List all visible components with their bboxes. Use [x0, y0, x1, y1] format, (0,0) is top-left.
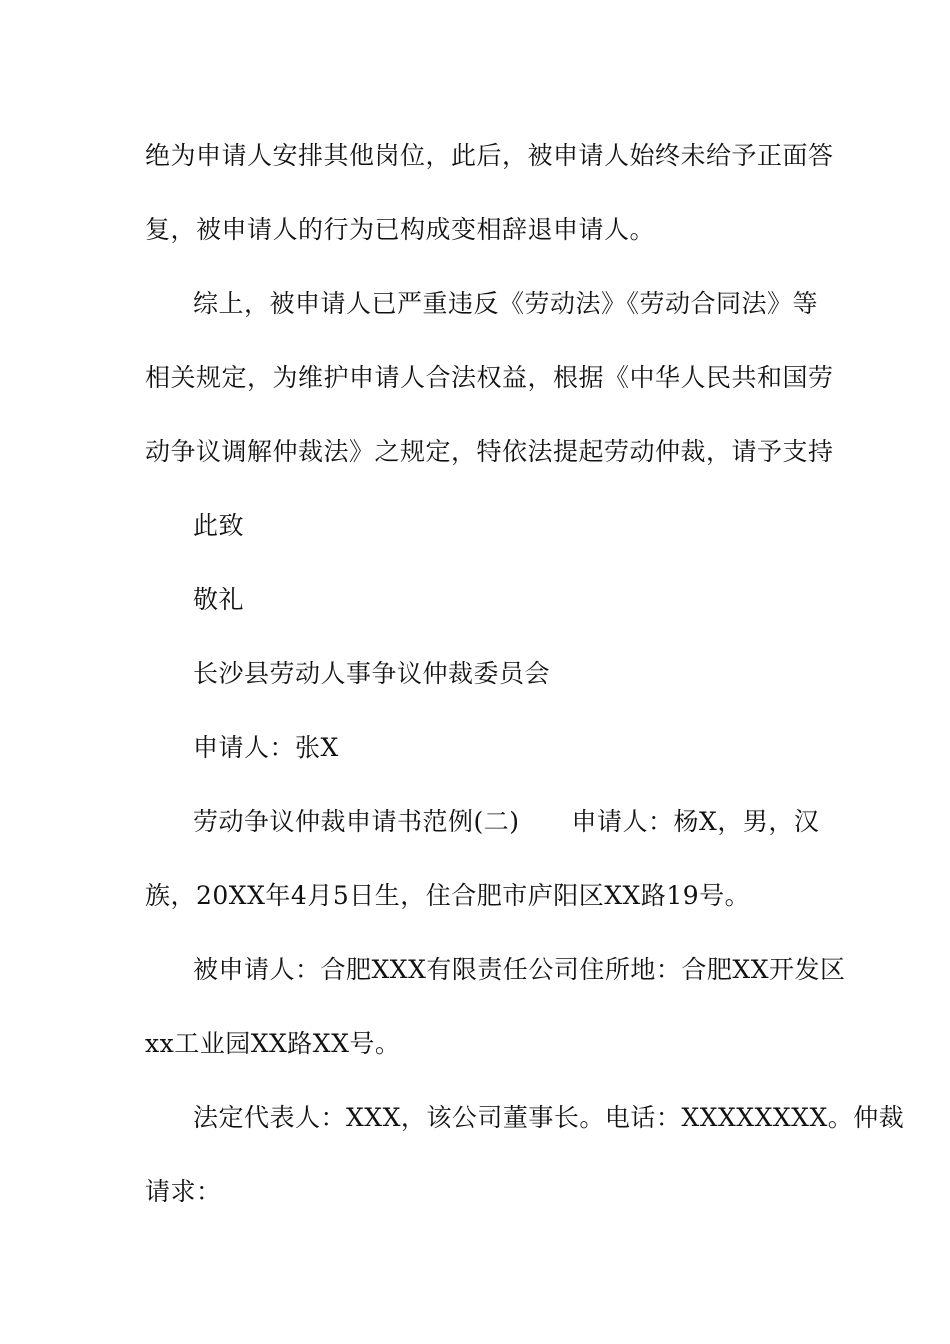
- section-heading: 劳动争议仲裁申请书范例(二): [193, 807, 520, 836]
- paragraph-line: xx工业园XX路XX号。: [145, 1029, 401, 1058]
- paragraph-line: 绝为申请人安排其他岗位，此后，被申请人始终未给予正面答: [145, 141, 834, 170]
- paragraph-line: 复，被申请人的行为已构成变相辞退申请人。: [145, 215, 656, 244]
- paragraph-line: 动争议调解仲裁法》之规定，特依法提起劳动仲裁，请予支持: [145, 437, 834, 466]
- salutation-line: 敬礼: [193, 585, 245, 614]
- applicant-line: 申请人：张X: [193, 733, 339, 762]
- recipient-line: 长沙县劳动人事争议仲裁委员会: [193, 659, 551, 688]
- paragraph-line: 法定代表人：XXX，该公司董事长。电话：XXXXXXXX。仲裁: [193, 1103, 905, 1132]
- paragraph-line: 族，20XX年4月5日生，住合肥市庐阳区XX路19号。: [145, 881, 751, 910]
- paragraph-line: 综上，被申请人已严重违反《劳动法》《劳动合同法》等: [193, 289, 819, 318]
- salutation-line: 此致: [193, 511, 245, 540]
- paragraph-line: 相关规定，为维护申请人合法权益，根据《中华人民共和国劳: [145, 363, 834, 392]
- paragraph-line: 被申请人：合肥XXX有限责任公司住所地：合肥XX开发区: [193, 955, 846, 984]
- applicant-info: 申请人：杨X，男，汉: [571, 807, 820, 836]
- paragraph-line: 请求：: [145, 1177, 222, 1206]
- section-heading-line: [193, 805, 858, 839]
